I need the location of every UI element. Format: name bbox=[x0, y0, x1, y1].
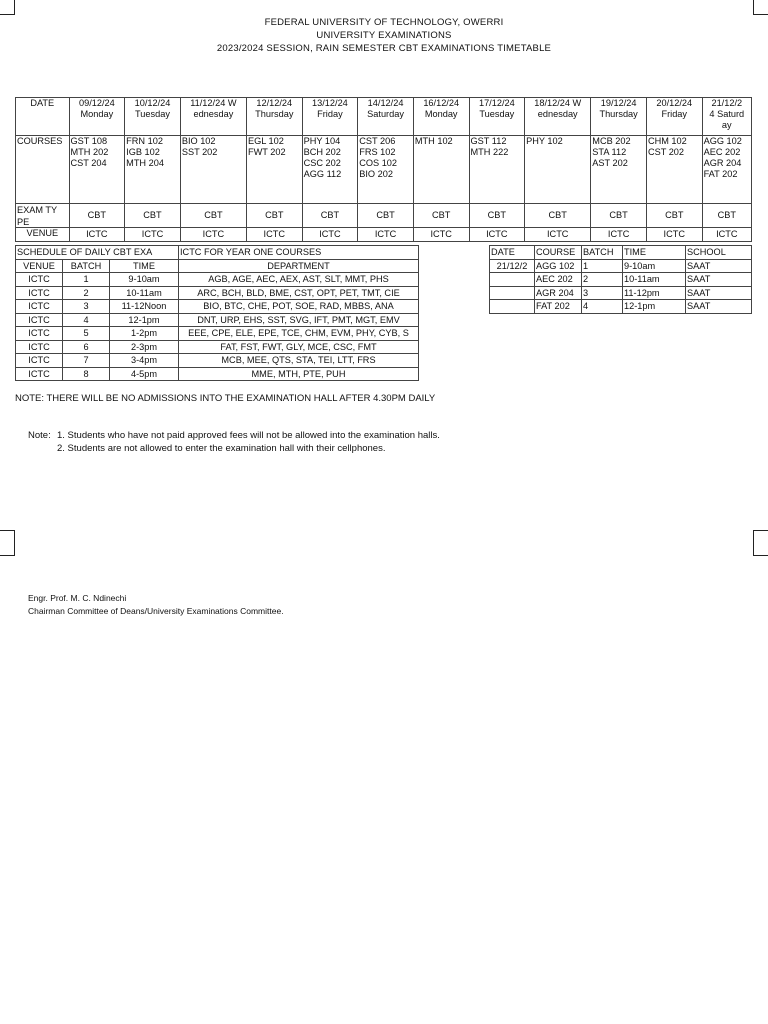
exam-day: Saturday bbox=[367, 109, 404, 119]
date-cell bbox=[69, 98, 125, 136]
exam-day: Tuesday bbox=[479, 109, 515, 119]
time-cell: 11-12pm bbox=[623, 286, 686, 300]
schedule-subtitle: ICTC FOR YEAR ONE COURSES bbox=[179, 246, 419, 260]
exam-date: 21/12/2 bbox=[711, 98, 743, 108]
courses-cell bbox=[469, 136, 525, 204]
exam-day: Thursday bbox=[255, 109, 294, 119]
table-row bbox=[16, 340, 419, 354]
venue-cell: ICTC bbox=[16, 286, 63, 300]
batch-cell: 3 bbox=[63, 300, 110, 314]
saturday-header-row bbox=[490, 246, 752, 260]
courses-cell bbox=[646, 136, 702, 204]
time-cell: 2-3pm bbox=[110, 340, 179, 354]
department-cell: EEE, CPE, ELE, EPE, TCE, CHM, EVM, PHY, CYB, S bbox=[179, 327, 419, 341]
courses-cell bbox=[246, 136, 302, 204]
col-header-date: DATE bbox=[490, 246, 535, 260]
course-code: BIO 102 bbox=[181, 136, 216, 146]
date-cell bbox=[246, 98, 302, 136]
note-cellphones: 2. Students are not allowed to enter the examination hall with their cellphones. bbox=[57, 443, 386, 454]
time-cell: 10-11am bbox=[623, 273, 686, 287]
note-prefix: Note: bbox=[28, 430, 51, 441]
venue-cell: ICTC bbox=[69, 228, 125, 242]
batch-cell: 8 bbox=[63, 367, 110, 381]
exam-type-cell: CBT bbox=[525, 204, 591, 228]
crop-mark-top-left bbox=[0, 0, 15, 15]
date-cell bbox=[125, 98, 181, 136]
course-code: PHY 102 bbox=[526, 136, 563, 146]
date-cell bbox=[490, 286, 535, 300]
course-code: FRN 102 bbox=[126, 136, 163, 146]
department-cell: FAT, FST, FWT, GLY, MCE, CSC, FMT bbox=[179, 340, 419, 354]
exam-day: ednesday bbox=[193, 109, 234, 119]
schedule-title-row bbox=[16, 246, 419, 260]
courses-cell bbox=[702, 136, 751, 204]
note-fees: 1. Students who have not paid approved fees will not be allowed into the examination halls. bbox=[57, 430, 440, 441]
course-code: MTH 204 bbox=[126, 158, 164, 168]
exam-type-cell: CBT bbox=[591, 204, 647, 228]
venue-label: VENUE bbox=[16, 228, 70, 242]
exam-heading: UNIVERSITY EXAMINATIONS bbox=[316, 30, 452, 41]
course-code: CST 206 bbox=[359, 136, 396, 146]
course-code: FAT 202 bbox=[703, 169, 738, 179]
course-code: MCB 202 bbox=[592, 136, 631, 146]
signatory-title: Chairman Committee of Deans/University Examinations Committee. bbox=[28, 606, 284, 616]
table-row bbox=[490, 286, 752, 300]
date-cell bbox=[413, 98, 469, 136]
batch-cell: 6 bbox=[63, 340, 110, 354]
time-cell: 4-5pm bbox=[110, 367, 179, 381]
course-code: FWT 202 bbox=[247, 147, 286, 157]
exam-day: Friday bbox=[661, 109, 688, 119]
batch-cell: 3 bbox=[582, 286, 623, 300]
department-cell: MCB, MEE, QTS, STA, TEI, LTT, FRS bbox=[179, 354, 419, 368]
date-cell bbox=[490, 273, 535, 287]
table-row bbox=[16, 354, 419, 368]
venue-cell: ICTC bbox=[246, 228, 302, 242]
col-header-batch: BATCH bbox=[582, 246, 623, 260]
course-code: BIO 202 bbox=[359, 169, 393, 179]
course-code: CST 202 bbox=[647, 147, 685, 157]
exam-date: 20/12/24 bbox=[656, 98, 693, 108]
exam-type-cell: CBT bbox=[646, 204, 702, 228]
course-code: AEC 202 bbox=[703, 147, 741, 157]
department-cell: DNT, URP, EHS, SST, SVG, IFT, PMT, MGT, EMV bbox=[179, 313, 419, 327]
exam-day: Friday bbox=[317, 109, 343, 119]
venue-cell: ICTC bbox=[16, 273, 63, 287]
exam-day: Monday bbox=[80, 109, 114, 119]
venue-cell: ICTC bbox=[16, 340, 63, 354]
batch-cell: 1 bbox=[582, 259, 623, 273]
timetable-heading: 2023/2024 SESSION, RAIN SEMESTER CBT EXAMINATIONS TIMETABLE bbox=[216, 43, 552, 54]
col-header-course: COURSE bbox=[535, 246, 582, 260]
crop-mark-mid-left bbox=[0, 530, 15, 556]
courses-label: COURSES bbox=[16, 136, 70, 204]
venue-cell: ICTC bbox=[16, 327, 63, 341]
exam-type-row bbox=[16, 204, 752, 228]
course-code: AST 202 bbox=[592, 158, 628, 168]
table-row bbox=[16, 300, 419, 314]
exam-date: 19/12/24 bbox=[600, 98, 637, 108]
course-code: IGB 102 bbox=[126, 147, 160, 157]
batch-cell: 5 bbox=[63, 327, 110, 341]
exam-type-cell: CBT bbox=[469, 204, 525, 228]
date-cell bbox=[302, 98, 358, 136]
exam-date: 17/12/24 bbox=[478, 98, 515, 108]
saturday-schedule-table bbox=[489, 245, 752, 314]
time-cell: 3-4pm bbox=[110, 354, 179, 368]
course-code: AGG 112 bbox=[303, 169, 342, 179]
date-cell bbox=[490, 300, 535, 314]
time-cell: 12-1pm bbox=[110, 313, 179, 327]
date-cell bbox=[702, 98, 751, 136]
course-code: MTH 202 bbox=[70, 147, 109, 157]
course-code: BCH 202 bbox=[303, 147, 341, 157]
date-cell bbox=[469, 98, 525, 136]
university-title: FEDERAL UNIVERSITY OF TECHNOLOGY, OWERRI bbox=[264, 17, 504, 28]
crop-mark-top-right bbox=[753, 0, 768, 15]
time-cell: 10-11am bbox=[110, 286, 179, 300]
date-cell bbox=[591, 98, 647, 136]
exam-date: 12/12/24 bbox=[256, 98, 293, 108]
course-code: CST 204 bbox=[70, 158, 107, 168]
course-cell: AGR 204 bbox=[535, 286, 582, 300]
course-code: GST 108 bbox=[70, 136, 108, 146]
courses-cell bbox=[591, 136, 647, 204]
course-cell: FAT 202 bbox=[535, 300, 582, 314]
date-cell bbox=[525, 98, 591, 136]
exam-type-cell: CBT bbox=[358, 204, 414, 228]
exam-date: 13/12/24 bbox=[312, 98, 348, 108]
exam-date: 16/12/24 bbox=[423, 98, 460, 108]
exam-day: Thursday bbox=[599, 109, 638, 119]
crop-mark-mid-right bbox=[753, 530, 768, 556]
date-cell bbox=[180, 98, 246, 136]
date-label: DATE bbox=[16, 98, 70, 136]
course-code: MTH 102 bbox=[414, 136, 453, 146]
venue-cell: ICTC bbox=[702, 228, 751, 242]
course-code: AGR 204 bbox=[703, 158, 742, 168]
exam-date: 10/12/24 bbox=[134, 98, 171, 108]
course-code: EGL 102 bbox=[247, 136, 284, 146]
col-header-time: TIME bbox=[623, 246, 686, 260]
courses-cell bbox=[69, 136, 125, 204]
venue-cell: ICTC bbox=[16, 300, 63, 314]
courses-cell bbox=[525, 136, 591, 204]
exam-type-text: EXAM TY PE bbox=[17, 205, 57, 226]
daily-schedule-table bbox=[15, 245, 419, 381]
course-cell: AEC 202 bbox=[535, 273, 582, 287]
course-code: SST 202 bbox=[181, 147, 218, 157]
department-cell: MME, MTH, PTE, PUH bbox=[179, 367, 419, 381]
table-row bbox=[490, 273, 752, 287]
table-row bbox=[490, 259, 752, 273]
date-row bbox=[16, 98, 752, 136]
exam-type-cell: CBT bbox=[302, 204, 358, 228]
course-code: GST 112 bbox=[470, 136, 507, 146]
courses-cell bbox=[413, 136, 469, 204]
exam-day: Monday bbox=[424, 109, 458, 119]
courses-cell bbox=[180, 136, 246, 204]
venue-cell: ICTC bbox=[525, 228, 591, 242]
course-code: MTH 222 bbox=[470, 147, 509, 157]
school-cell: SAAT bbox=[686, 300, 752, 314]
time-cell: 9-10am bbox=[623, 259, 686, 273]
signatory-name: Engr. Prof. M. C. Ndinechi bbox=[28, 593, 127, 603]
exam-timetable bbox=[15, 97, 752, 242]
venue-cell: ICTC bbox=[469, 228, 525, 242]
courses-cell bbox=[302, 136, 358, 204]
venue-cell: ICTC bbox=[591, 228, 647, 242]
table-row bbox=[16, 367, 419, 381]
venue-cell: ICTC bbox=[16, 313, 63, 327]
col-header-batch: BATCH bbox=[63, 259, 110, 273]
exam-day: 4 Saturd ay bbox=[709, 109, 745, 130]
time-cell: 9-10am bbox=[110, 273, 179, 287]
exam-date: 09/12/24 bbox=[78, 98, 115, 108]
course-code: COS 102 bbox=[359, 158, 398, 168]
venue-cell: ICTC bbox=[646, 228, 702, 242]
schedule-header-row bbox=[16, 259, 419, 273]
venue-cell: ICTC bbox=[358, 228, 414, 242]
batch-cell: 1 bbox=[63, 273, 110, 287]
venue-cell: ICTC bbox=[302, 228, 358, 242]
exam-date: 11/12/24 W bbox=[190, 98, 237, 108]
table-row bbox=[16, 327, 419, 341]
venue-row bbox=[16, 228, 752, 242]
admission-note: NOTE: THERE WILL BE NO ADMISSIONS INTO THE EXAMINATION HALL AFTER 4.30PM DAILY bbox=[15, 393, 436, 404]
course-code: PHY 104 bbox=[303, 136, 341, 146]
batch-cell: 7 bbox=[63, 354, 110, 368]
department-cell: BIO, BTC, CHE, POT, SOE, RAD, MBBS, ANA bbox=[179, 300, 419, 314]
venue-cell: ICTC bbox=[125, 228, 181, 242]
exam-date: 18/12/24 W bbox=[534, 98, 582, 108]
venue-cell: ICTC bbox=[180, 228, 246, 242]
col-header-venue: VENUE bbox=[16, 259, 63, 273]
exam-type-cell: CBT bbox=[702, 204, 751, 228]
batch-cell: 4 bbox=[63, 313, 110, 327]
date-cell bbox=[358, 98, 414, 136]
course-code: FRS 102 bbox=[359, 147, 396, 157]
department-cell: AGB, AGE, AEC, AEX, AST, SLT, MMT, PHS bbox=[179, 273, 419, 287]
schedule-title: SCHEDULE OF DAILY CBT EXA bbox=[16, 246, 179, 260]
time-cell: 12-1pm bbox=[623, 300, 686, 314]
date-cell bbox=[646, 98, 702, 136]
department-cell: ARC, BCH, BLD, BME, CST, OPT, PET, TMT, CIE bbox=[179, 286, 419, 300]
batch-cell: 2 bbox=[63, 286, 110, 300]
school-cell: SAAT bbox=[686, 286, 752, 300]
exam-type-cell: CBT bbox=[180, 204, 246, 228]
course-code: STA 112 bbox=[592, 147, 627, 157]
exam-type-cell: CBT bbox=[246, 204, 302, 228]
exam-type-cell: CBT bbox=[125, 204, 181, 228]
table-row bbox=[16, 313, 419, 327]
course-code: CSC 202 bbox=[303, 158, 341, 168]
batch-cell: 2 bbox=[582, 273, 623, 287]
exam-day: ednesday bbox=[537, 109, 578, 119]
course-code: CHM 102 bbox=[647, 136, 687, 146]
col-header-time: TIME bbox=[110, 259, 179, 273]
courses-cell bbox=[125, 136, 181, 204]
exam-type-cell: CBT bbox=[413, 204, 469, 228]
col-header-department: DEPARTMENT bbox=[179, 259, 419, 273]
time-cell: 11-12Noon bbox=[110, 300, 179, 314]
venue-cell: ICTC bbox=[16, 354, 63, 368]
exam-day: Tuesday bbox=[135, 109, 170, 119]
exam-date: 14/12/24 bbox=[367, 98, 404, 108]
batch-cell: 4 bbox=[582, 300, 623, 314]
date-cell: 21/12/2 bbox=[490, 259, 535, 273]
course-cell: AGG 102 bbox=[535, 259, 582, 273]
courses-cell bbox=[358, 136, 414, 204]
school-cell: SAAT bbox=[686, 259, 752, 273]
courses-row bbox=[16, 136, 752, 204]
table-row bbox=[490, 300, 752, 314]
col-header-school: SCHOOL bbox=[686, 246, 752, 260]
venue-cell: ICTC bbox=[16, 367, 63, 381]
venue-cell: ICTC bbox=[413, 228, 469, 242]
course-code: AGG 102 bbox=[703, 136, 742, 146]
table-row bbox=[16, 273, 419, 287]
time-cell: 1-2pm bbox=[110, 327, 179, 341]
exam-type-label bbox=[16, 204, 70, 228]
table-row bbox=[16, 286, 419, 300]
exam-type-cell: CBT bbox=[69, 204, 125, 228]
school-cell: SAAT bbox=[686, 273, 752, 287]
